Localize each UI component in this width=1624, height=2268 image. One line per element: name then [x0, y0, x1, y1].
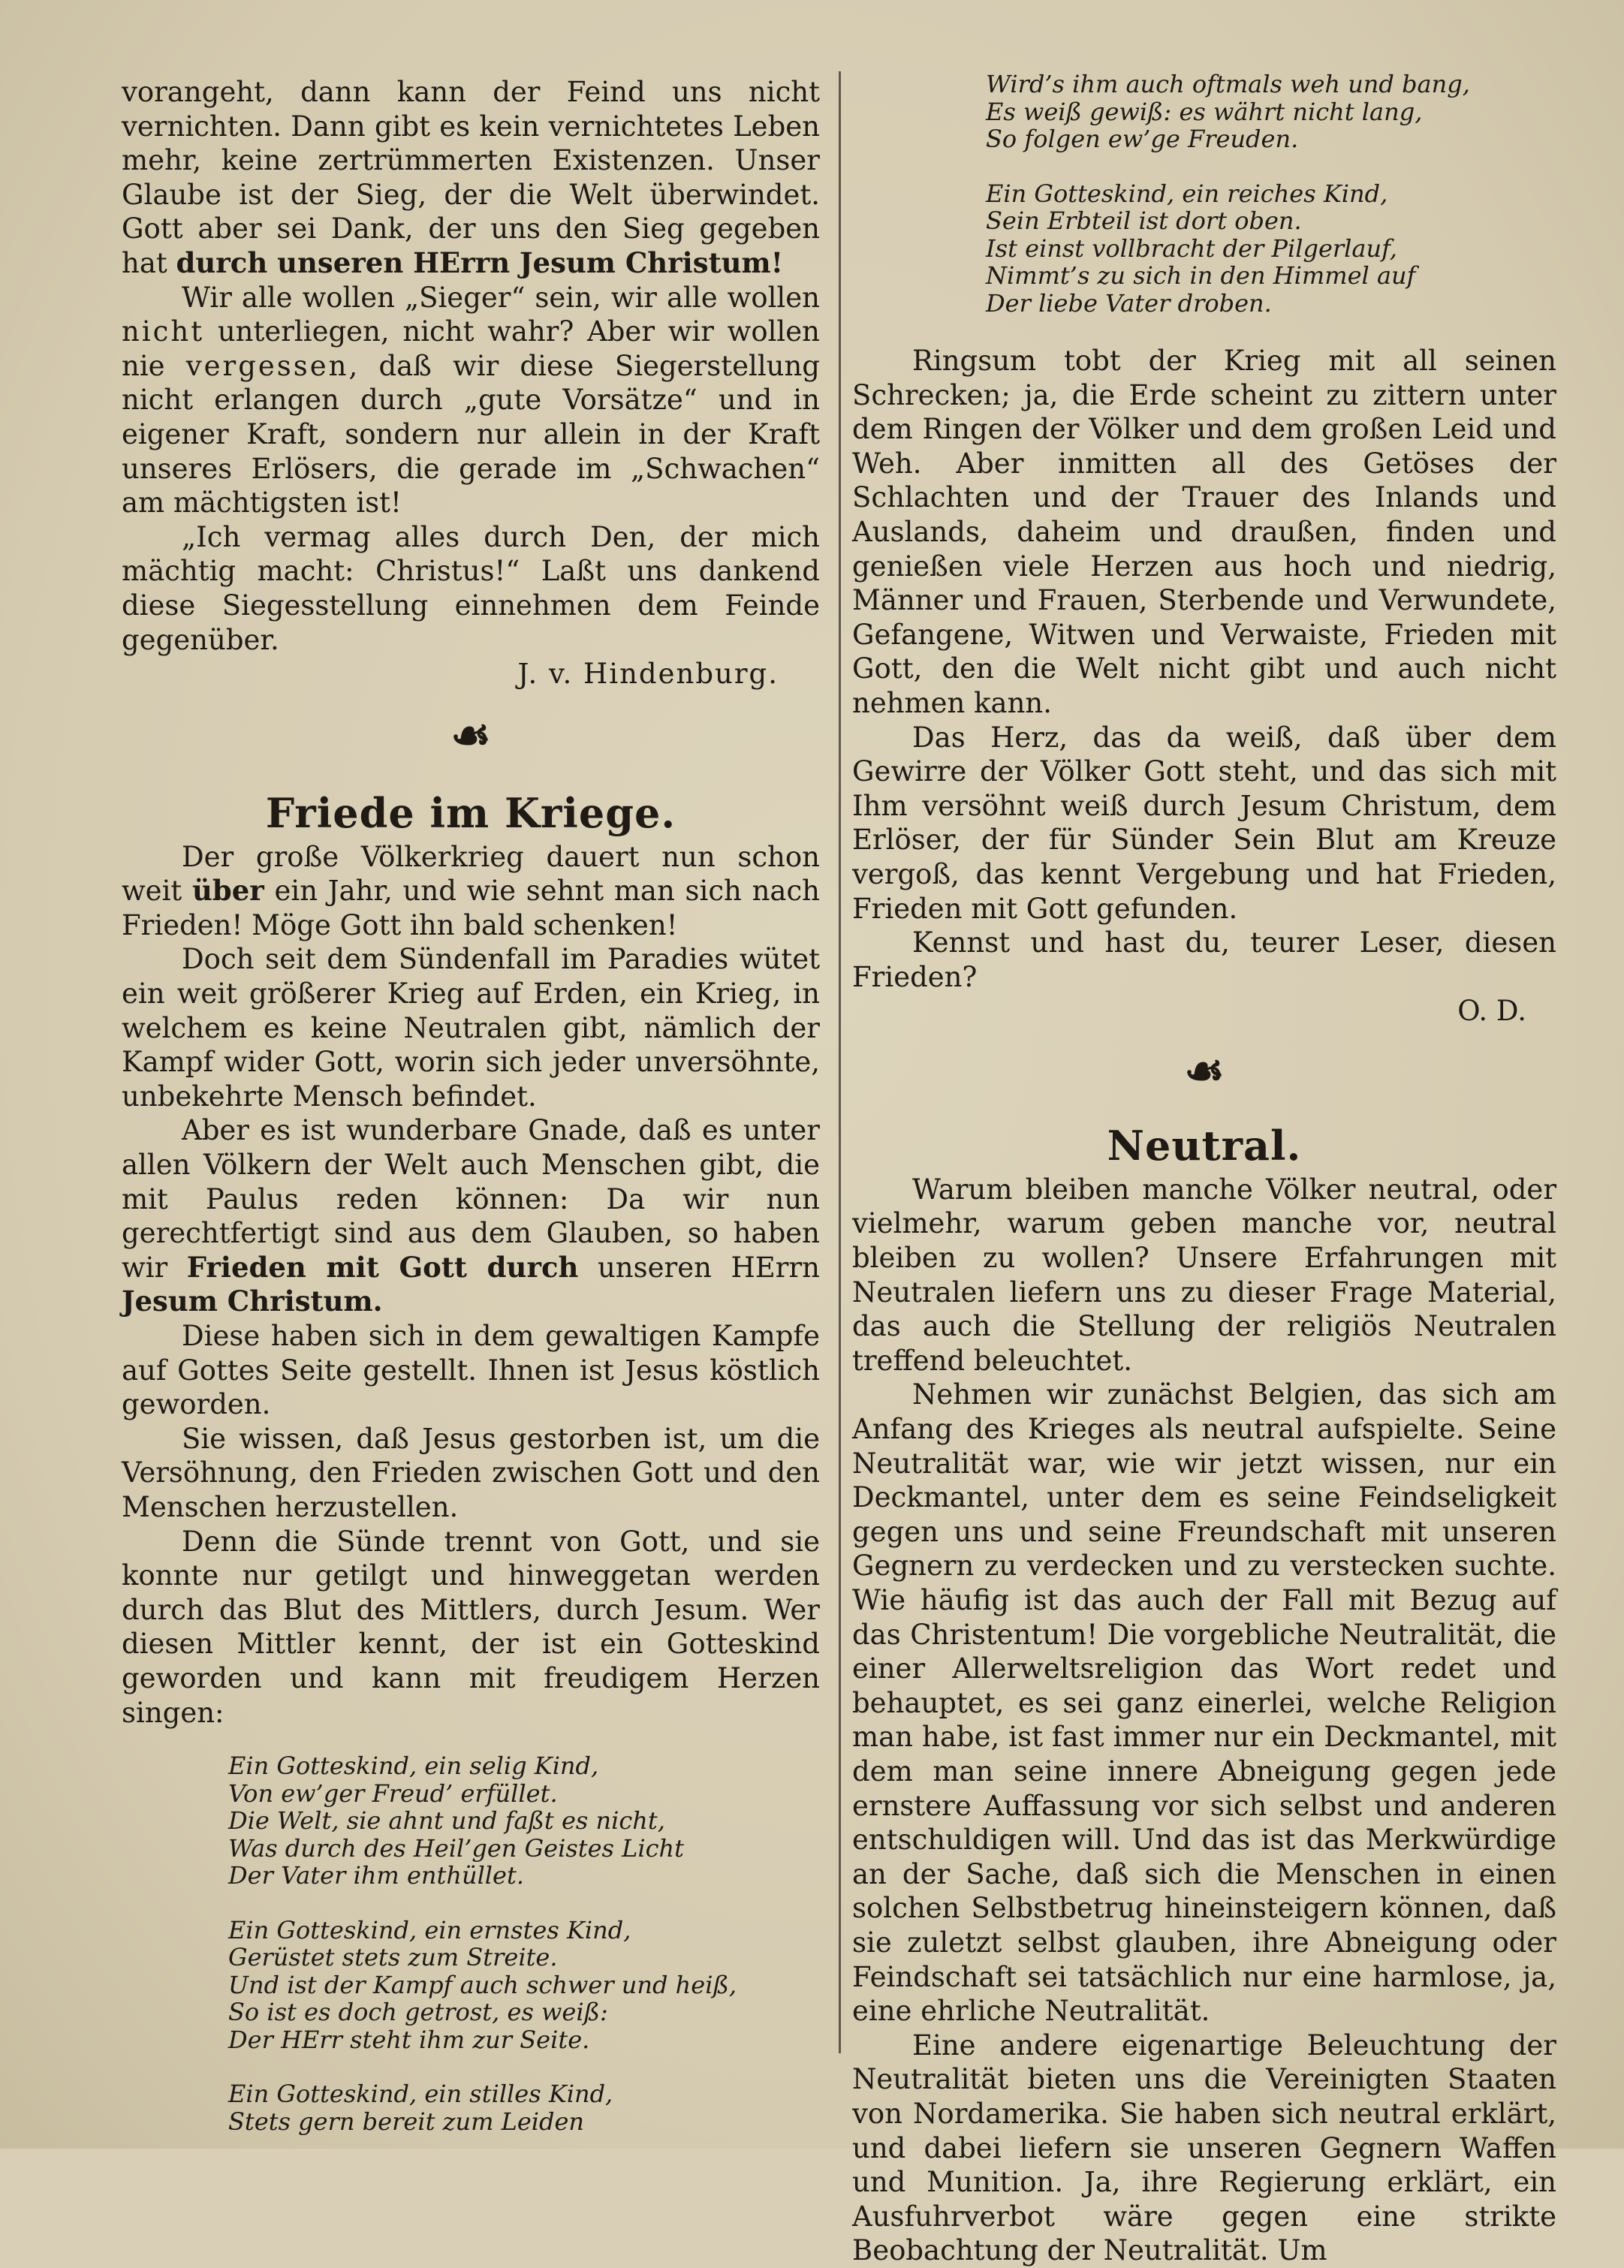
poem-line: Es weiß gewiß: es währt nicht lang, — [986, 97, 1423, 126]
paragraph: Kennst und hast du, teurer Leser, diesen Frieden? — [852, 926, 1556, 993]
poem-stanza — [122, 1752, 820, 1890]
poem-line: Ist einst vollbracht der Pilgerlauf, — [986, 233, 1397, 263]
section-heading: Neutral. — [1107, 1121, 1302, 1170]
section-heading: Friede im Kriege. — [265, 788, 676, 837]
poem-line: Wird’s ihm auch oftmals weh und bang, — [986, 70, 1470, 98]
poem-line: So ist es doch getrost, es weiß: — [228, 1998, 608, 2027]
paragraph: Doch seit dem Sündenfall im Paradies wütet ein weit größerer Krieg auf Erden, ein Krieg, in welchem es keine Neutralen gibt, nämlich der Kampf wider Gott, worin sich jeder unversöhnte, unbekehrte Mensch befindet. — [122, 943, 820, 1113]
paragraph: Der große Völkerkrieg dauert nun schon weit über ein Jahr, und wie sehnt man sich nach Frieden! Möge Gott ihn bald schenken! — [122, 840, 821, 941]
paragraph: Ringsum tobt der Krieg mit all seinen Schrecken; ja, die Erde scheint zu zittern unter dem Ringen der Völker und dem großen Leid und Weh. Aber inmitten all des Getöses der Schlachten und der Trauer des Inlands und Auslands, daheim und draußen, finden und genießen viele Herzen aus hoch und niedrig, Männer und Frauen, Sterbende und Verwundete, Gefangene, Witwen und Verwaiste, Frieden mit Gott, den die Welt nicht gibt und auch nicht nehmen kann. — [852, 345, 1556, 719]
paragraph: Sie wissen, daß Jesus gestorben ist, um die Versöhnung, den Frieden zwischen Gott und den Menschen herzustellen. — [122, 1422, 820, 1523]
poem-line: Was durch des Heil’gen Geistes Licht — [228, 1833, 684, 1863]
poem-line: Der HErr steht ihm zur Seite. — [228, 2025, 590, 2054]
poem-line: Der Vater ihm enthüllet. — [228, 1861, 524, 1890]
signature: J. v. Hindenburg. — [517, 658, 779, 691]
paragraph: Diese haben sich in dem gewaltigen Kampfe auf Gottes Seite gestellt. Ihnen ist Jesus köstlich geworden. — [122, 1320, 820, 1421]
poem-line: Und ist der Kampf auch schwer und heiß, — [228, 1970, 737, 1999]
paragraph: vorangeht, dann kann der Feind uns nicht vernichten. Dann gibt es kein vernichtetes Leben mehr, keine zertrümmerten Existenzen. Unser Glaube ist der Sieg, der die Welt überwindet. Gott aber sei Dank, der uns den Sieg gegeben hat durch unseren HErrn Jesum Christum! — [122, 76, 820, 279]
paragraph: Denn die Sünde trennt von Gott, und sie konnte nur getilgt und hinweggetan werden durch das Blut des Mittlers, durch Jesum. Wer diesen Mittler kennt, der ist ein Gotteskind geworden und kann mit freudigem Herzen singen: — [122, 1525, 820, 1729]
poem-line: Ein Gotteskind, ein selig Kind, — [228, 1751, 599, 1781]
poem-stanza — [122, 2080, 820, 2135]
left-column — [122, 75, 820, 2135]
poem-line: So folgen ew’ge Freuden. — [986, 125, 1299, 153]
paragraph: Aber es ist wunderbare Gnade, daß es unter allen Völkern der Welt auch Menschen gibt, die mit Paulus reden können: Da wir nun gerechtfertigt sind aus dem Glauben, so haben wir Frieden mit Gott durch unseren HErrn Jesum Christum. — [122, 1114, 820, 1318]
signature: O. D. — [1457, 995, 1526, 1028]
poem-line: Ein Gotteskind, ein ernstes Kind, — [228, 1915, 631, 1944]
poem-line: Ein Gotteskind, ein stilles Kind, — [228, 2080, 613, 2109]
poem-line: Die Welt, sie ahnt und faßt es nicht, — [228, 1806, 665, 1836]
poem-line: Gerüstet stets zum Streite. — [228, 1943, 558, 1972]
paragraph: „Ich vermag alles durch Den, der mich mächtig macht: Christus!“ Laßt uns dankend diese Siegesstellung einnehmen dem Feinde gegenüber. — [122, 520, 820, 656]
paragraph: Wir alle wollen „Sieger“ sein, wir alle wollen nicht unterliegen, nicht wahr? Aber wir wollen nie vergessen, daß wir diese Siegerstellung nicht erlangen durch „gute Vorsätze“ und in eigener Kraft, sondern nur allein in der Kraft unseres Erlösers, die gerade im „Schwachen“ am mächtigsten ist! — [122, 281, 820, 520]
poem-stanza — [852, 180, 1556, 318]
paragraph: Eine andere eigenartige Beleuchtung der Neutralität bieten uns die Vereinigten Staaten von Nordamerika. Sie haben sich neutral erklärt, und dabei liefern sie unseren Gegnern Waffen und Munition. Ja, ihre Regierung erklärt, ein Ausfuhrverbot wäre gegen eine strikte Beobachtung der Neutralität. Um — [852, 2029, 1556, 2267]
poem-line: Der liebe Vater droben. — [986, 288, 1272, 318]
poem-line: Sein Erbteil ist dort oben. — [986, 206, 1302, 235]
poem-line: Ein Gotteskind, ein reiches Kind, — [986, 179, 1388, 208]
poem-stanza — [122, 1917, 820, 2054]
poem-line: Von ew’ger Freud’ erfüllet. — [228, 1779, 558, 1808]
column-divider — [839, 71, 841, 2053]
paragraph: Nehmen wir zunächst Belgien, das sich am Anfang des Krieges als neutral aufspielte. Seine Neutralität war, wie wir jetzt wissen, nur ein Deckmantel, unter dem es seine Feindseligkeit gegen uns und seine Freundschaft mit unseren Gegnern zu verdecken und zu verstecken suchte. Wie häufig ist das auch der Fall mit Bezug auf das Christentum! Die vorgebliche Neutralität, die einer Allerweltsreligion das Wort redet und behauptet, es sei ganz einerlei, welche Religion man habe, ist fast immer nur ein Deckmantel, mit dem man seine innere Abneigung gegen jede ernstere Auffassung vor sich selbst und anderen entschuldigen will. Und das ist das Merkwürdige an der Sache, daß sich die Menschen in einen solchen Selbstbetrug hineinsteigern können, daß sie zuletzt selbst glauben, ihre Abneigung oder Feindschaft sei tatsächlich nur eine harmlose, ja, eine ehrliche Neutralität. — [852, 1378, 1556, 2028]
poem-line: Nimmt’s zu sich in den Himmel auf — [986, 261, 1416, 290]
right-column — [852, 71, 1556, 2268]
poem-stanza — [852, 71, 1556, 153]
paragraph: Warum bleiben manche Völker neutral, oder vielmehr, warum geben manche vor, neutral bleiben zu wollen? Unsere Erfahrungen mit Neutralen liefern uns zu dieser Frage Material, das auch die Stellung der religiös Neutralen treffend beleuchtet. — [852, 1173, 1556, 1377]
fleuron-ornament: ☙ — [1184, 1044, 1225, 1098]
paragraph: Das Herz, das da weiß, daß über dem Gewirre der Völker Gott steht, und das sich mit Ihm versöhnt weiß durch Jesum Christum, dem Erlöser, der für Sünder Sein Blut am Kreuze vergoß, das kennt Vergebung und hat Frieden, Frieden mit Gott gefunden. — [852, 721, 1556, 925]
fleuron-ornament: ☙ — [450, 709, 491, 762]
poem-line: Stets gern bereit zum Leiden — [228, 2107, 585, 2136]
